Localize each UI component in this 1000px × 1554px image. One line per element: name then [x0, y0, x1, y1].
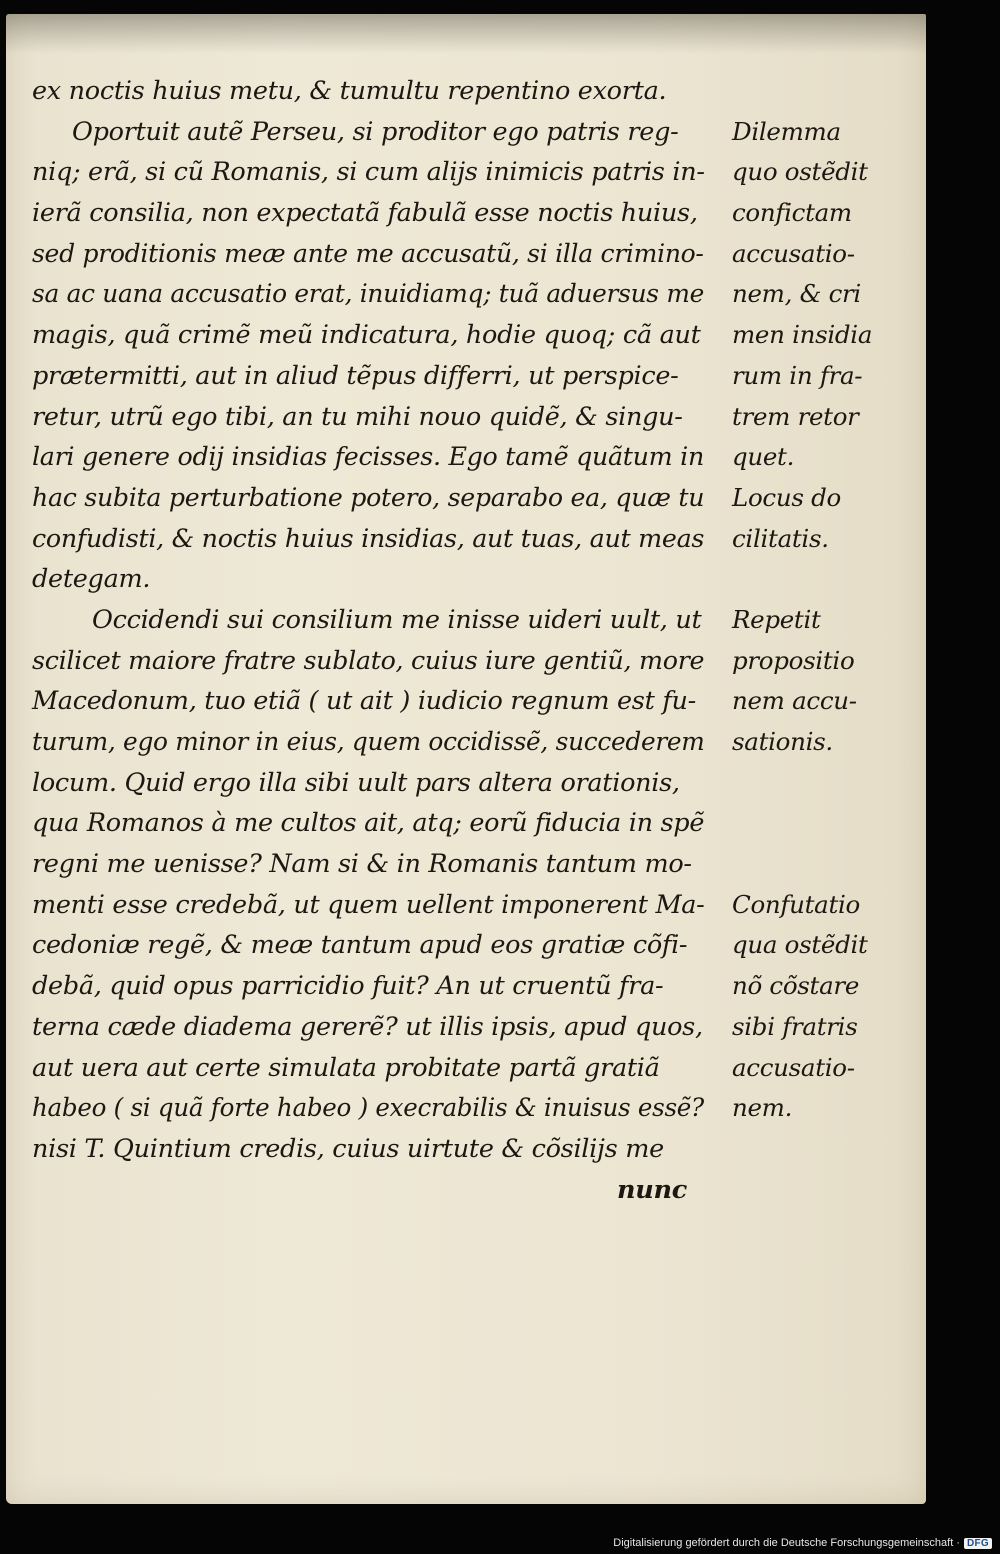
main-text: ex noctis huius metu, & tumultu repentino exorta. — [32, 76, 667, 106]
main-text: sa ac uana accusatio erat, inuidiamq; tuã aduersus me — [32, 279, 705, 310]
marginal-note: cilitatis. — [732, 523, 829, 553]
main-text: ierã consilia, non expectatã fabulã esse noctis huius, — [32, 198, 698, 229]
text-line — [32, 564, 912, 605]
text-line — [32, 1093, 912, 1134]
marginal-note: nem, & cri — [732, 279, 861, 309]
marginal-note: accusatio- — [732, 1052, 855, 1082]
main-text: magis, quã crimẽ meũ indicatura, hodie quoq; cã aut — [32, 320, 701, 351]
text-line — [32, 605, 912, 646]
text-line — [32, 524, 912, 565]
marginal-note: quo ostẽdit — [732, 157, 868, 187]
text-line — [32, 768, 912, 809]
main-text: hac subita perturbatione potero, separabo ea, quæ tu — [32, 482, 705, 513]
main-text: regni me uenisse? Nam si & in Romanis tantum mo- — [32, 849, 692, 880]
marginal-note: Repetit — [732, 604, 821, 634]
text-line — [32, 157, 912, 198]
marginal-note: Confutatio — [732, 889, 861, 919]
text-line — [32, 646, 912, 687]
text-line — [32, 1134, 912, 1175]
text-line — [32, 402, 912, 443]
main-text: prætermitti, aut in aliud tẽpus differri, ut perspice- — [32, 360, 679, 391]
text-line — [32, 1012, 912, 1053]
page-shadow — [6, 14, 926, 54]
text-line — [32, 890, 912, 931]
marginal-note: sibi fratris — [732, 1011, 858, 1041]
marginal-note: propositio — [732, 645, 855, 675]
main-text: locum. Quid ergo illa sibi uult pars altera orationis, — [32, 767, 680, 798]
main-text: sed proditionis meæ ante me accusatũ, si illa crimino- — [32, 238, 704, 269]
main-text: lari genere odij insidias fecisses. Ego tamẽ quãtum in — [32, 442, 704, 473]
main-text: debã, quid opus parricidio fuit? An ut cruentũ fra- — [32, 971, 664, 1002]
text-line — [32, 279, 912, 320]
main-text: retur, utrũ ego tibi, an tu mihi nouo quidẽ, & singu- — [32, 401, 683, 432]
funding-text: Digitalisierung gefördert durch die Deutsche Forschungsgemeinschaft · — [613, 1537, 960, 1549]
main-text: cedoniæ regẽ, & meæ tantum apud eos gratiæ cõfi- — [32, 930, 688, 961]
text-line — [32, 483, 912, 524]
marginal-note: nem. — [732, 1093, 793, 1123]
marginal-note: accusatio- — [732, 238, 855, 268]
main-text: habeo ( si quã forte habeo ) execrabilis & inuisus essẽ? — [32, 1093, 704, 1124]
marginal-note: men insidia — [732, 320, 873, 350]
main-text: terna cæde diadema gererẽ? ut illis ipsis, apud quos, — [32, 1011, 703, 1042]
dfg-logo: DFG — [964, 1538, 992, 1549]
main-text: scilicet maiore fratre sublato, cuius iure gentiũ, more — [32, 645, 705, 676]
marginal-note: confictam — [732, 198, 852, 228]
text-line — [32, 1175, 912, 1216]
main-text: qua Romanos à me cultos ait, atq; eorũ fiducia in spẽ — [32, 808, 705, 839]
catchword: nunc — [617, 1174, 687, 1205]
main-text: Oportuit autẽ Perseu, si proditor ego patris reg- — [72, 116, 679, 147]
text-line — [32, 442, 912, 483]
marginal-note: Dilemma — [732, 116, 841, 146]
text-line — [32, 1053, 912, 1094]
marginal-note: sationis. — [732, 727, 833, 756]
marginal-note: qua ostẽdit — [732, 930, 868, 960]
text-line — [32, 76, 912, 117]
main-text: aut uera aut certe simulata probitate partã gratiã — [32, 1052, 660, 1083]
text-line — [32, 727, 912, 768]
text-line — [32, 117, 912, 158]
book-page — [6, 14, 926, 1504]
main-text: detegam. — [32, 564, 151, 595]
marginal-note: nõ cõstare — [732, 971, 860, 1001]
main-text: Occidendi sui consilium me inisse uideri uult, ut — [92, 604, 702, 635]
marginal-note: Locus do — [732, 482, 841, 512]
main-text: Macedonum, tuo etiã ( ut ait ) iudicio regnum est fu- — [32, 686, 696, 717]
text-line — [32, 320, 912, 361]
marginal-note: quet. — [732, 442, 795, 472]
funding-footer — [613, 1537, 992, 1549]
text-line — [32, 849, 912, 890]
main-text: nisi T. Quintium credis, cuius uirtute & cõsilijs me — [32, 1133, 664, 1164]
text-line — [32, 198, 912, 239]
marginal-note: rum in fra- — [732, 360, 863, 390]
text-line — [32, 686, 912, 727]
text-line — [32, 971, 912, 1012]
text-line — [32, 239, 912, 280]
main-text: turum, ego minor in eius, quem occidissẽ, succederem — [32, 727, 705, 757]
main-text: confudisti, & noctis huius insidias, aut tuas, aut meas — [32, 523, 705, 554]
marginal-note: trem retor — [732, 401, 859, 431]
text-line — [32, 808, 912, 849]
main-text: niq; erã, si cũ Romanis, si cum alijs inimicis patris in- — [32, 157, 705, 188]
marginal-note: nem accu- — [732, 686, 857, 716]
text-line — [32, 361, 912, 402]
main-text: menti esse credebã, ut quem uellent imponerent Ma- — [32, 889, 705, 920]
text-line — [32, 930, 912, 971]
text-block — [32, 76, 912, 1215]
